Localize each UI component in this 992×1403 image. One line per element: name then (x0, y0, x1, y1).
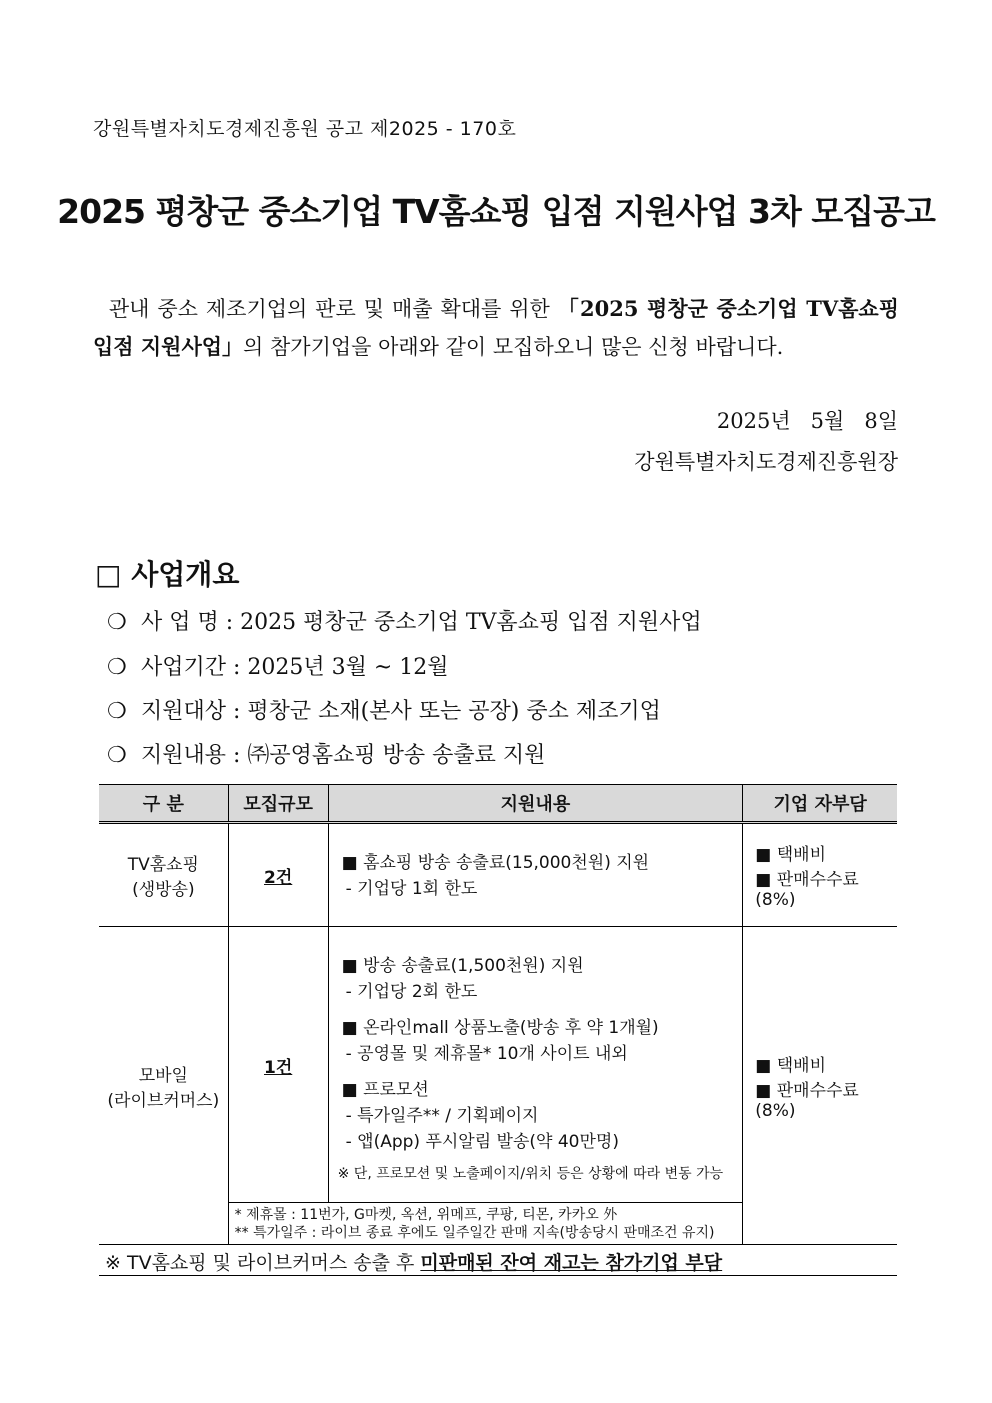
intro-part1: 관내 중소 제조기업의 판로 및 매출 확대를 위한 (108, 297, 558, 321)
circle-bullet-icon: ❍ (107, 610, 127, 635)
table-row (99, 927, 897, 1203)
row-category (99, 823, 228, 927)
burden-item: ■ 택배비 (755, 845, 827, 865)
header-count: 모집규모 (228, 785, 328, 823)
page-title: 2025 평창군 중소기업 TV홈쇼핑 입점 지원사업 3차 모집공고 (57, 192, 935, 231)
footer-emphasis: 미판매된 잔여 재고는 참가기업 부담 (420, 1252, 723, 1274)
row-category (99, 927, 228, 1245)
section-title: □ 사업개요 (95, 558, 240, 591)
support-item: ■ 홈쇼핑 방송 송출료(15,000천원) 지원 (341, 853, 650, 873)
notice-number: 강원특별자치도경제진흥원 공고 제2025 - 170호 (93, 118, 517, 140)
header-category: 구 분 (99, 785, 228, 823)
bullet-text: 지원대상 : 평창군 소재(본사 또는 공장) 중소 제조기업 (141, 699, 661, 724)
bullet-support (107, 738, 545, 769)
intro-program-name: 「2025 평창군 중소기업 TV홈쇼핑 입점 지원사업」 (93, 296, 899, 359)
category-line: (생방송) (132, 880, 195, 900)
bullet-program-name (107, 605, 702, 636)
row-count (228, 927, 328, 1203)
support-note: ※ 단, 프로모션 및 노출페이지/위치 등은 상황에 따라 변동 가능 (337, 1166, 724, 1182)
intro-paragraph (93, 290, 899, 366)
category-line: 모바일 (138, 1065, 188, 1086)
support-subitem: - 앱(App) 푸시알림 발송(약 40만명) (345, 1132, 619, 1152)
header-burden: 기업 자부담 (743, 785, 897, 823)
row-count (228, 823, 328, 927)
burden-item: ■ 택배비 (755, 1055, 827, 1076)
footnote: * 제휴몰 : 11번가, G마켓, 옥션, 위메프, 쿠팡, 티몬, 카카오 外 (234, 1206, 618, 1223)
table-row (99, 823, 897, 927)
count-value: 2건 (264, 867, 293, 888)
table-footnotes (228, 1203, 743, 1245)
support-item: ■ 프로모션 (341, 1080, 429, 1100)
support-item: ■ 온라인mall 상품노출(방송 후 약 1개월) (341, 1018, 659, 1038)
issuer: 강원특별자치도경제진흥원장 (634, 450, 898, 474)
intro-part2: 의 참가기업을 아래와 같이 모집하오니 많은 신청 바랍니다. (243, 335, 784, 359)
row-burden (743, 823, 897, 927)
footer-note (99, 1248, 897, 1276)
row-support (328, 927, 743, 1203)
header-support: 지원내용 (328, 785, 743, 823)
support-subitem: - 공영몰 및 제휴몰* 10개 사이트 내외 (345, 1044, 628, 1064)
category-line: TV홈쇼핑 (127, 855, 199, 875)
category-line: (라이브커머스) (107, 1090, 220, 1111)
support-item: ■ 방송 송출료(1,500천원) 지원 (341, 956, 584, 976)
bullet-program-period (107, 650, 449, 681)
support-subitem: - 기업당 2회 한도 (345, 982, 478, 1002)
burden-item: ■ 판매수수료(8%) (755, 1080, 859, 1121)
row-support (328, 823, 743, 927)
circle-bullet-icon: ❍ (107, 699, 127, 724)
circle-bullet-icon: ❍ (107, 655, 127, 680)
support-subitem: - 특가일주** / 기획페이지 (345, 1106, 539, 1126)
bullet-eligibility (107, 694, 661, 725)
circle-bullet-icon: ❍ (107, 743, 127, 768)
table-header-row (99, 785, 897, 823)
notice-date: 2025년 5월 8일 (716, 409, 898, 433)
bullet-text: 사업기간 : 2025년 3월 ~ 12월 (141, 655, 449, 680)
count-value: 1건 (264, 1058, 293, 1078)
bullet-text: 지원내용 : ㈜공영홈쇼핑 방송 송출료 지원 (141, 743, 546, 768)
bullet-text: 사 업 명 : 2025 평창군 중소기업 TV홈쇼핑 입점 지원사업 (141, 610, 702, 635)
footer-prefix: ※ TV홈쇼핑 및 라이브커머스 송출 후 (105, 1252, 421, 1274)
support-table (99, 784, 897, 1245)
support-subitem: - 기업당 1회 한도 (345, 879, 478, 899)
burden-item: ■ 판매수수료(8%) (755, 870, 859, 910)
footnote: ** 특가일주 : 라이브 종료 후에도 일주일간 판매 지속(방송당시 판매조건 유지) (234, 1224, 715, 1241)
row-burden (743, 927, 897, 1245)
